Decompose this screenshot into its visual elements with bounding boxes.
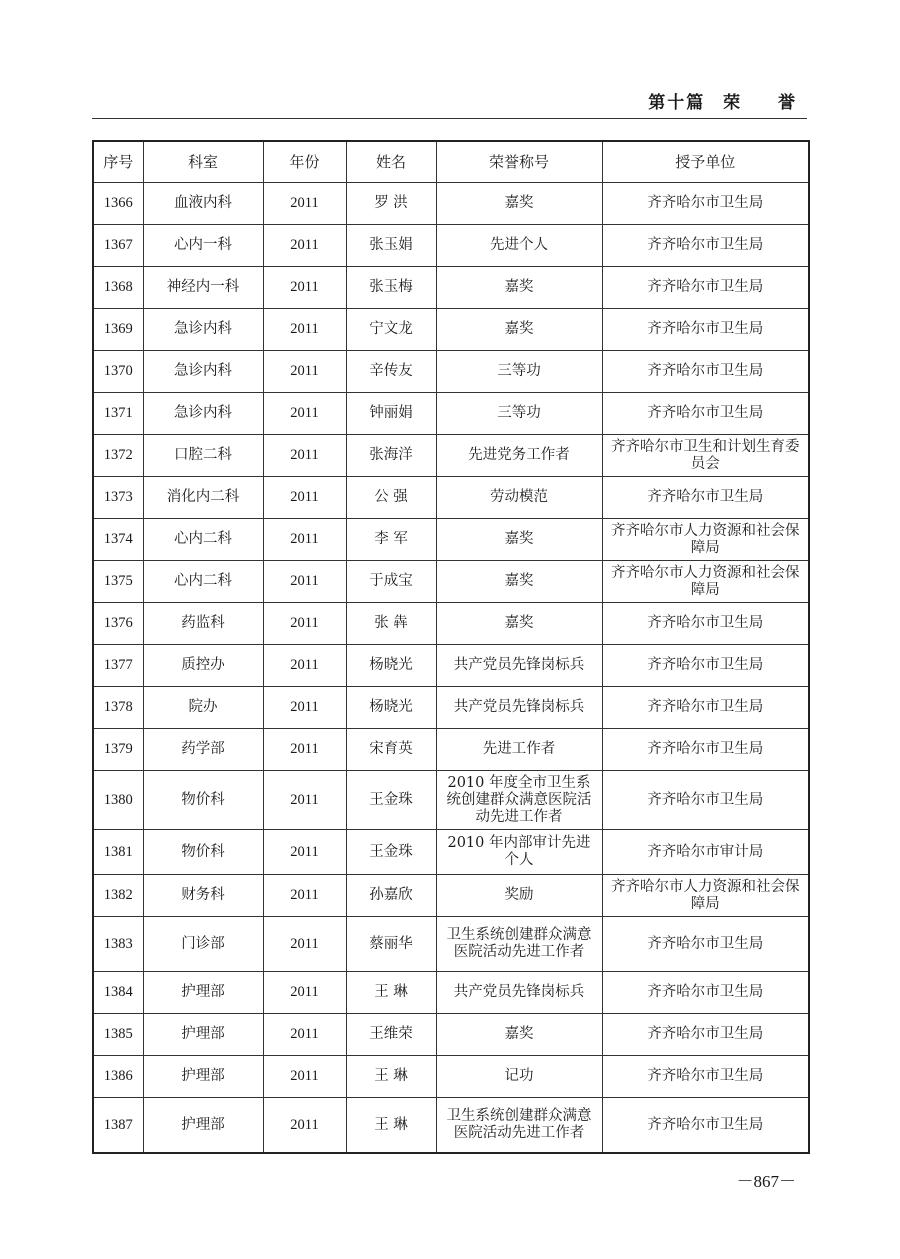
cell-year: 2011 <box>263 1056 346 1098</box>
column-header-year: 年份 <box>263 141 346 183</box>
cell-honor: 嘉奖 <box>436 309 602 351</box>
cell-name: 张玉梅 <box>346 267 436 309</box>
cell-honor: 三等功 <box>436 351 602 393</box>
cell-year: 2011 <box>263 603 346 645</box>
cell-honor: 嘉奖 <box>436 519 602 561</box>
cell-department: 神经内一科 <box>143 267 263 309</box>
cell-honor: 卫生系统创建群众满意医院活动先进工作者 <box>436 1098 602 1154</box>
cell-name: 钟丽娟 <box>346 393 436 435</box>
cell-department: 血液内科 <box>143 183 263 225</box>
cell-year: 2011 <box>263 267 346 309</box>
cell-year: 2011 <box>263 393 346 435</box>
page-header <box>92 84 807 119</box>
cell-department: 心内二科 <box>143 561 263 603</box>
cell-year: 2011 <box>263 309 346 351</box>
cell-unit: 齐齐哈尔市卫生局 <box>602 972 809 1014</box>
table-row <box>93 393 809 435</box>
cell-unit: 齐齐哈尔市卫生局 <box>602 729 809 771</box>
cell-honor: 先进党务工作者 <box>436 435 602 477</box>
cell-number: 1366 <box>93 183 143 225</box>
cell-year: 2011 <box>263 435 346 477</box>
table-row <box>93 830 809 875</box>
table-row <box>93 1014 809 1056</box>
cell-department: 药监科 <box>143 603 263 645</box>
cell-unit: 齐齐哈尔市卫生局 <box>602 267 809 309</box>
section-title: 第十篇 荣 誉 <box>648 93 797 113</box>
table-row <box>93 1056 809 1098</box>
table-row <box>93 603 809 645</box>
cell-year: 2011 <box>263 519 346 561</box>
table-row <box>93 267 809 309</box>
cell-honor: 先进工作者 <box>436 729 602 771</box>
cell-department: 护理部 <box>143 1098 263 1154</box>
cell-year: 2011 <box>263 645 346 687</box>
cell-unit: 齐齐哈尔市人力资源和社会保障局 <box>602 561 809 603</box>
table-row <box>93 917 809 972</box>
page-number: －867－ <box>736 1172 796 1191</box>
cell-unit: 齐齐哈尔市卫生局 <box>602 309 809 351</box>
cell-number: 1379 <box>93 729 143 771</box>
table-row <box>93 1098 809 1154</box>
cell-year: 2011 <box>263 183 346 225</box>
cell-department: 财务科 <box>143 875 263 917</box>
cell-number: 1377 <box>93 645 143 687</box>
cell-number: 1380 <box>93 771 143 830</box>
cell-unit: 齐齐哈尔市卫生局 <box>602 1098 809 1154</box>
table-row <box>93 729 809 771</box>
table-row <box>93 477 809 519</box>
cell-name: 辛传友 <box>346 351 436 393</box>
column-header-honor: 荣誉称号 <box>436 141 602 183</box>
cell-honor: 记功 <box>436 1056 602 1098</box>
table-row <box>93 875 809 917</box>
cell-name: 李 军 <box>346 519 436 561</box>
cell-year: 2011 <box>263 1014 346 1056</box>
cell-number: 1383 <box>93 917 143 972</box>
cell-number: 1373 <box>93 477 143 519</box>
cell-number: 1386 <box>93 1056 143 1098</box>
table-row <box>93 771 809 830</box>
cell-name: 王 琳 <box>346 972 436 1014</box>
cell-year: 2011 <box>263 1098 346 1154</box>
cell-name: 王金珠 <box>346 830 436 875</box>
cell-name: 王 琳 <box>346 1098 436 1154</box>
cell-name: 张海洋 <box>346 435 436 477</box>
cell-unit: 齐齐哈尔市卫生局 <box>602 603 809 645</box>
column-header-number: 序号 <box>93 141 143 183</box>
cell-year: 2011 <box>263 917 346 972</box>
cell-honor: 2010 年内部审计先进个人 <box>436 830 602 875</box>
cell-number: 1375 <box>93 561 143 603</box>
cell-number: 1374 <box>93 519 143 561</box>
cell-name: 王 琳 <box>346 1056 436 1098</box>
cell-name: 张 犇 <box>346 603 436 645</box>
table-row <box>93 687 809 729</box>
cell-department: 急诊内科 <box>143 351 263 393</box>
cell-unit: 齐齐哈尔市卫生局 <box>602 183 809 225</box>
cell-name: 于成宝 <box>346 561 436 603</box>
cell-department: 物价科 <box>143 771 263 830</box>
cell-unit: 齐齐哈尔市卫生局 <box>602 1014 809 1056</box>
cell-unit: 齐齐哈尔市卫生局 <box>602 771 809 830</box>
cell-year: 2011 <box>263 477 346 519</box>
cell-number: 1370 <box>93 351 143 393</box>
cell-name: 孙嘉欣 <box>346 875 436 917</box>
cell-department: 护理部 <box>143 972 263 1014</box>
cell-unit: 齐齐哈尔市卫生和计划生育委员会 <box>602 435 809 477</box>
cell-number: 1382 <box>93 875 143 917</box>
cell-unit: 齐齐哈尔市审计局 <box>602 830 809 875</box>
cell-name: 罗 洪 <box>346 183 436 225</box>
cell-honor: 嘉奖 <box>436 183 602 225</box>
table-row <box>93 183 809 225</box>
cell-number: 1378 <box>93 687 143 729</box>
cell-name: 王金珠 <box>346 771 436 830</box>
cell-name: 王维荣 <box>346 1014 436 1056</box>
cell-honor: 嘉奖 <box>436 267 602 309</box>
cell-number: 1384 <box>93 972 143 1014</box>
cell-honor: 共产党员先锋岗标兵 <box>436 645 602 687</box>
table-row <box>93 645 809 687</box>
cell-unit: 齐齐哈尔市卫生局 <box>602 225 809 267</box>
cell-honor: 奖励 <box>436 875 602 917</box>
cell-year: 2011 <box>263 972 346 1014</box>
cell-year: 2011 <box>263 561 346 603</box>
cell-department: 院办 <box>143 687 263 729</box>
cell-department: 物价科 <box>143 830 263 875</box>
honors-table <box>92 140 810 1154</box>
table-row <box>93 309 809 351</box>
cell-year: 2011 <box>263 771 346 830</box>
cell-number: 1372 <box>93 435 143 477</box>
cell-honor: 嘉奖 <box>436 603 602 645</box>
cell-honor: 先进个人 <box>436 225 602 267</box>
cell-honor: 三等功 <box>436 393 602 435</box>
cell-year: 2011 <box>263 225 346 267</box>
cell-department: 心内一科 <box>143 225 263 267</box>
column-header-unit: 授予单位 <box>602 141 809 183</box>
cell-unit: 齐齐哈尔市卫生局 <box>602 351 809 393</box>
cell-number: 1387 <box>93 1098 143 1154</box>
cell-department: 口腔二科 <box>143 435 263 477</box>
column-header-name: 姓名 <box>346 141 436 183</box>
cell-department: 急诊内科 <box>143 393 263 435</box>
cell-name: 宁文龙 <box>346 309 436 351</box>
table-row <box>93 351 809 393</box>
cell-honor: 劳动模范 <box>436 477 602 519</box>
cell-name: 宋育英 <box>346 729 436 771</box>
cell-name: 杨晓光 <box>346 645 436 687</box>
table-row <box>93 561 809 603</box>
cell-year: 2011 <box>263 830 346 875</box>
cell-unit: 齐齐哈尔市卫生局 <box>602 477 809 519</box>
cell-name: 公 强 <box>346 477 436 519</box>
cell-unit: 齐齐哈尔市卫生局 <box>602 1056 809 1098</box>
cell-number: 1369 <box>93 309 143 351</box>
cell-unit: 齐齐哈尔市卫生局 <box>602 687 809 729</box>
cell-unit: 齐齐哈尔市人力资源和社会保障局 <box>602 875 809 917</box>
table-row <box>93 519 809 561</box>
cell-honor: 卫生系统创建群众满意医院活动先进工作者 <box>436 917 602 972</box>
table-row <box>93 972 809 1014</box>
table-row <box>93 225 809 267</box>
cell-department: 心内二科 <box>143 519 263 561</box>
cell-number: 1381 <box>93 830 143 875</box>
column-header-department: 科室 <box>143 141 263 183</box>
cell-year: 2011 <box>263 729 346 771</box>
cell-department: 护理部 <box>143 1014 263 1056</box>
cell-year: 2011 <box>263 875 346 917</box>
cell-name: 杨晓光 <box>346 687 436 729</box>
cell-number: 1376 <box>93 603 143 645</box>
cell-name: 蔡丽华 <box>346 917 436 972</box>
cell-year: 2011 <box>263 351 346 393</box>
cell-number: 1385 <box>93 1014 143 1056</box>
cell-unit: 齐齐哈尔市卫生局 <box>602 645 809 687</box>
cell-honor: 共产党员先锋岗标兵 <box>436 687 602 729</box>
cell-honor: 嘉奖 <box>436 561 602 603</box>
cell-number: 1368 <box>93 267 143 309</box>
cell-department: 急诊内科 <box>143 309 263 351</box>
cell-number: 1367 <box>93 225 143 267</box>
cell-number: 1371 <box>93 393 143 435</box>
table-header-row <box>93 141 809 183</box>
cell-unit: 齐齐哈尔市人力资源和社会保障局 <box>602 519 809 561</box>
cell-unit: 齐齐哈尔市卫生局 <box>602 917 809 972</box>
cell-department: 消化内二科 <box>143 477 263 519</box>
cell-unit: 齐齐哈尔市卫生局 <box>602 393 809 435</box>
cell-name: 张玉娟 <box>346 225 436 267</box>
table-row <box>93 435 809 477</box>
cell-department: 质控办 <box>143 645 263 687</box>
cell-honor: 共产党员先锋岗标兵 <box>436 972 602 1014</box>
cell-department: 药学部 <box>143 729 263 771</box>
cell-department: 护理部 <box>143 1056 263 1098</box>
cell-department: 门诊部 <box>143 917 263 972</box>
cell-honor: 2010 年度全市卫生系统创建群众满意医院活动先进工作者 <box>436 771 602 830</box>
cell-year: 2011 <box>263 687 346 729</box>
cell-honor: 嘉奖 <box>436 1014 602 1056</box>
